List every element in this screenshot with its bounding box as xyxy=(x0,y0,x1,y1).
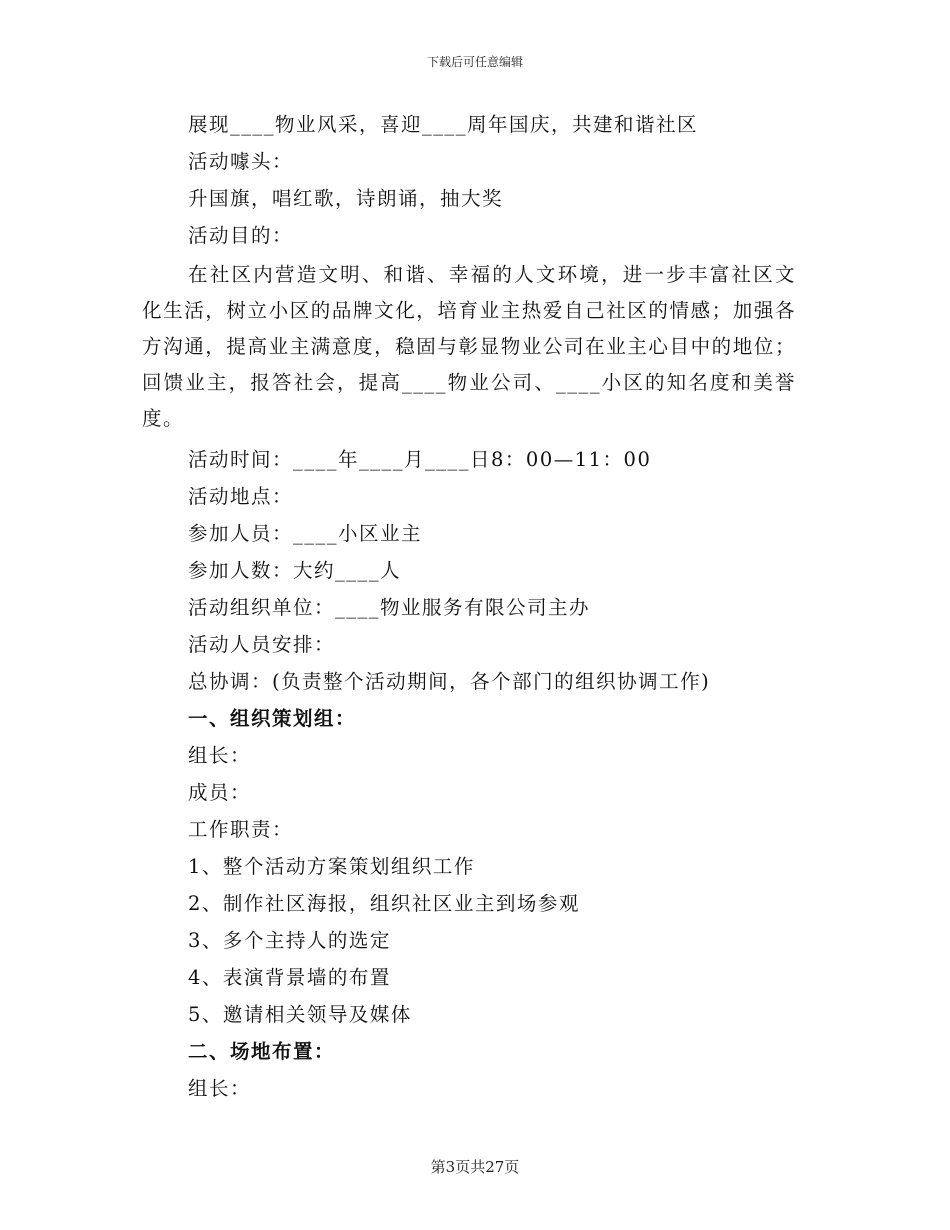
planning-duties-label: 工作职责： xyxy=(188,818,294,841)
page-header: 下载后可任意编辑 xyxy=(426,55,523,69)
duty-item-5: 5、邀请相关领导及媒体 xyxy=(188,1003,412,1026)
gimmick-label: 活动噱头： xyxy=(188,150,294,173)
event-organizer: 活动组织单位：____物业服务有限公司主办 xyxy=(188,596,591,619)
page-footer: 第3页共27页 xyxy=(430,1158,520,1176)
duty-item-4: 4、表演背景墙的布置 xyxy=(188,966,391,989)
planning-leader: 组长： xyxy=(188,744,252,767)
section-heading-planning: 一、组织策划组： xyxy=(188,707,357,730)
purpose-paragraph: 在社区内营造文明、和谐、幸福的人文环境，进一步丰富社区文化生活，树立小区的品牌文化，培育业主热爱自己社区的情感；加强各方沟通，提高业主满意度，稳固与彰显物业公司在业主心目中的地位；回馈业主，报答社会，提高____物业公司、____小区的知名度和美誉度。 xyxy=(142,263,796,430)
duty-item-2: 2、制作社区海报，组织社区业主到场参观 xyxy=(188,892,580,915)
section-heading-venue: 二、场地布置： xyxy=(188,1040,336,1063)
gimmick-list: 升国旗，唱红歌，诗朗诵，抽大奖 xyxy=(188,187,504,210)
event-location: 活动地点： xyxy=(188,485,294,508)
venue-leader: 组长： xyxy=(188,1077,252,1100)
duty-item-3: 3、多个主持人的选定 xyxy=(188,929,391,952)
duty-item-1: 1、整个活动方案策划组织工作 xyxy=(188,855,475,878)
staffing-label: 活动人员安排： xyxy=(188,633,336,656)
event-participants: 参加人员：____小区业主 xyxy=(188,522,423,545)
coordinator-line: 总协调：(负责整个活动期间，各个部门的组织协调工作) xyxy=(188,670,711,693)
purpose-label: 活动目的： xyxy=(188,224,294,247)
participant-count: 参加人数：大约____人 xyxy=(188,559,402,582)
event-time: 活动时间：____年____月____日8：00—11：00 xyxy=(188,448,652,471)
planning-members: 成员： xyxy=(188,781,252,804)
slogan-line: 展现____物业风采，喜迎____周年国庆，共建和谐社区 xyxy=(188,113,699,136)
